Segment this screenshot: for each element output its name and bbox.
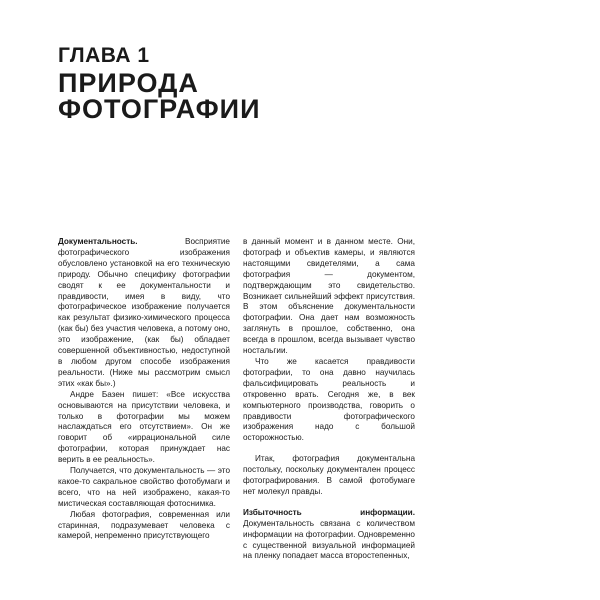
paragraph-text: Восприятие фотографического изображения обусловлено установкой на его техническую природу. Обычно специфику фотографии сводят к ее документальности и правдивости, имея в виду, что фотографическое изображение получается как результат физико-химического процесса (как бы) без участия человека, а потому оно, это изображение, (как бы) обладает совершенной объективностью, недоступной в любом другом способе изображения реальности. (Ниже мы рассмотрим смысл этих «как бы».) xyxy=(58,237,230,388)
right-text-column xyxy=(243,237,415,562)
paragraph-sacral: Получается, что документальность — это какое-то сакральное свойство фотобумаги и всего, что на ней изображено, какая-то мистическая составляющая фотоснимка. xyxy=(58,466,230,508)
chapter-label: ГЛАВА 1 xyxy=(58,44,150,67)
paragraph-redundancy xyxy=(243,508,415,563)
paragraph-any-photo: Любая фотография, современная или старинная, подразумевает человека с камерой, непременно присутствующего xyxy=(58,509,230,541)
paragraph-truthfulness: Что же касается правдивости фотографии, то она давно научилась фальсифицировать реальность и откровенно врать. Сегодня же, в век компьютерного производства, говорить о правдивости фотографического изображения надо с большой осторожностью. xyxy=(243,356,415,443)
paragraph-witnesses: в данный момент и в данном месте. Они, фотограф и объектив камеры, и являются настоящими свидетелями, а сама фотография — документом, подтверждающим это свидетельство. Возникает сильнейший эффект присутствия. В этом объяснение документальности фотографии. Она дает нам возможность заглянуть в прошлое, собственно, она всегда в прошлом, всегда вызывает чувство ностальгии. xyxy=(243,237,415,356)
paragraph-text: Документальность связана с количеством информации на фотографии. Одновременно с существенной визуальной информацией на пленку попадает масса второстепенных, xyxy=(243,518,415,561)
chapter-title xyxy=(58,70,261,122)
run-in-heading-documentality: Документальность. xyxy=(58,237,138,246)
chapter-title-line-2: ФОТОГРАФИИ xyxy=(58,94,261,124)
paragraph-documentality xyxy=(58,237,230,390)
paragraph-bazin-quote: Андре Базен пишет: «Все искусства основываются на присутствии человека, и только в фотографии мы можем наслаждаться его отсутствием». Он же говорит об «иррациональной силе фотографии, которая принуждает нас верить в ее реальность». xyxy=(58,389,230,465)
run-in-heading-redundancy: Избыточность информации. xyxy=(243,507,415,517)
paragraph-conclusion: Итак, фотография документальна постольку, поскольку документален процесс фотографирования. В самой фотобумаге нет молекул правды. xyxy=(243,454,415,496)
left-text-column xyxy=(58,237,230,542)
chapter-title-line-1: ПРИРОДА xyxy=(58,68,199,98)
